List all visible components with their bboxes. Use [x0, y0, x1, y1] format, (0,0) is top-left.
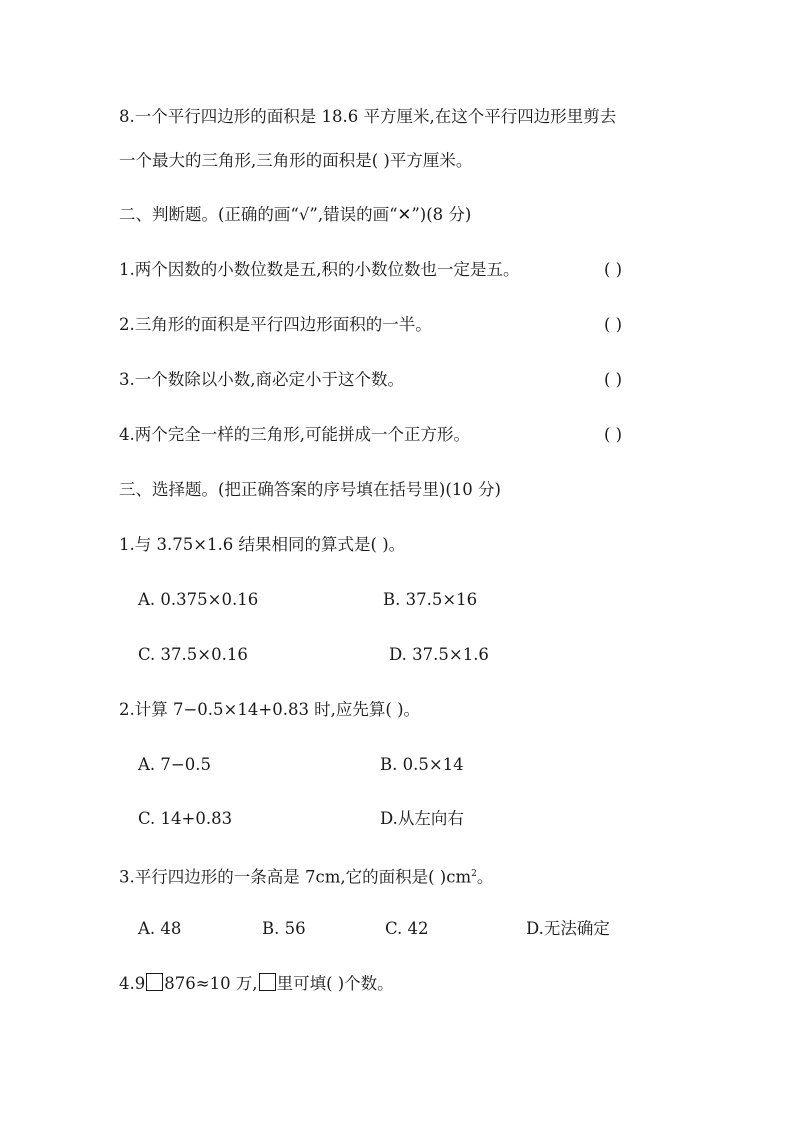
- option-b[interactable]: B. 0.5×14: [380, 755, 464, 774]
- option-c[interactable]: C. 37.5×0.16: [138, 645, 248, 664]
- section2-heading: 二、判断题。(正确的画“√”,错误的画“✕”)(8 分): [119, 205, 472, 224]
- blank-box-icon[interactable]: [146, 973, 163, 991]
- superscript: 2: [471, 869, 477, 879]
- option-b[interactable]: B. 37.5×16: [383, 590, 478, 609]
- q8-line2: 一个最大的三角形,三角形的面积是( )平方厘米。: [119, 151, 473, 170]
- option-a[interactable]: A. 7−0.5: [138, 755, 211, 774]
- question-text: [119, 863, 493, 889]
- option-d[interactable]: D.无法确定: [526, 919, 610, 938]
- q4-suffix: 里可填( )个数。: [276, 974, 394, 993]
- option-d[interactable]: D.从左向右: [380, 809, 464, 828]
- judge-item-text: 2.三角形的面积是平行四边形面积的一半。: [119, 315, 432, 334]
- answer-blank[interactable]: ( ): [604, 425, 623, 444]
- answer-blank[interactable]: ( ): [604, 370, 623, 389]
- question-text: 2.计算 7−0.5×14+0.83 时,应先算( )。: [119, 700, 421, 719]
- option-b[interactable]: B. 56: [262, 919, 306, 938]
- option-a[interactable]: A. 0.375×0.16: [138, 590, 259, 609]
- question-text-end: 。: [476, 867, 494, 887]
- judge-item-text: 3.一个数除以小数,商必定小于这个数。: [119, 370, 404, 389]
- judge-item-text: 4.两个完全一样的三角形,可能拼成一个正方形。: [119, 425, 470, 444]
- judge-item-text: 1.两个因数的小数位数是五,积的小数位数也一定是五。: [119, 260, 520, 279]
- option-c[interactable]: C. 14+0.83: [138, 809, 233, 828]
- blank-box-icon: [259, 973, 276, 991]
- question-text: 1.与 3.75×1.6 结果相同的算式是( )。: [119, 535, 406, 554]
- option-a[interactable]: A. 48: [138, 919, 182, 938]
- answer-blank[interactable]: ( ): [604, 260, 623, 279]
- section3-heading: 三、选择题。(把正确答案的序号填在括号里)(10 分): [119, 480, 501, 499]
- answer-blank[interactable]: ( ): [604, 315, 623, 334]
- question-text-main: 3.平行四边形的一条高是 7cm,它的面积是( )cm: [119, 867, 472, 887]
- q4-middle: 876≈10 万,: [164, 974, 258, 993]
- option-d[interactable]: D. 37.5×1.6: [389, 645, 489, 664]
- q4-prefix: 4.9: [119, 974, 146, 993]
- option-c[interactable]: C. 42: [385, 919, 429, 938]
- question-text: [119, 973, 394, 995]
- q8-line1: 8.一个平行四边形的面积是 18.6 平方厘米,在这个平行四边形里剪去: [119, 107, 617, 126]
